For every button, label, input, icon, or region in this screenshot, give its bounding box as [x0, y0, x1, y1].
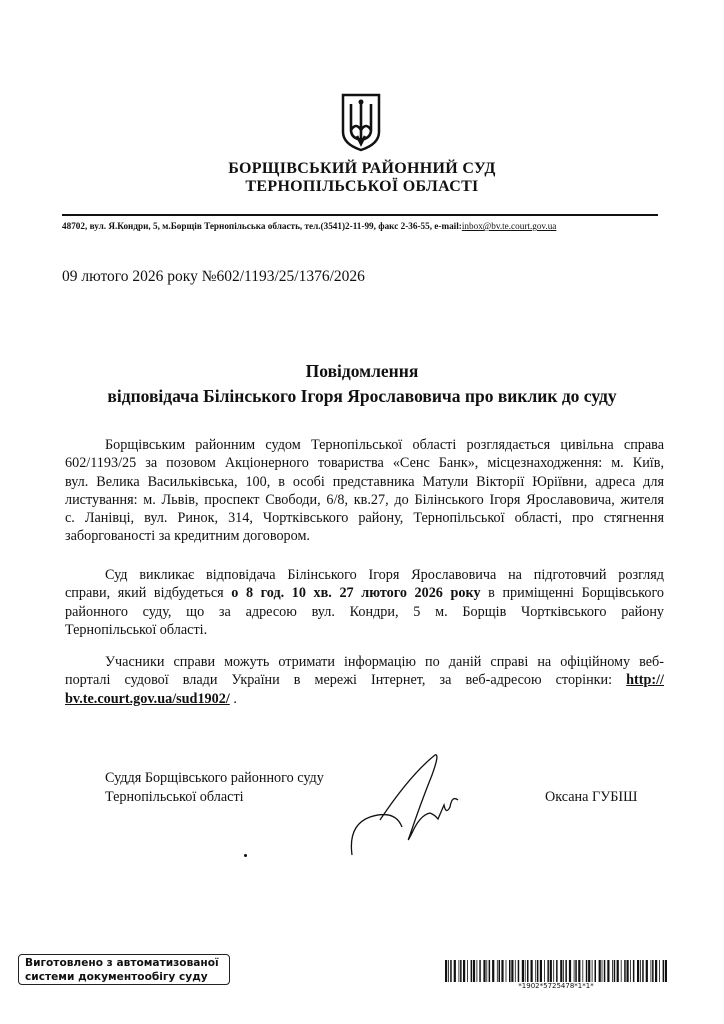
barcode-bar: [624, 960, 626, 982]
barcode-bar: [497, 960, 498, 982]
judge-name: Оксана ГУБІШ: [545, 789, 638, 805]
barcode-bar: [560, 960, 562, 982]
text-segment: с. Ланівці, вул. Ринок, 314, Чортківського району, Тернопільської області, про стягнення: [65, 510, 664, 527]
stamp-line2: системи документообігу суду: [25, 971, 208, 983]
barcode-bar: [621, 960, 622, 982]
barcode-bar: [569, 960, 571, 982]
paragraph-line: [65, 690, 664, 708]
judge-position: [105, 769, 324, 807]
barcode-bar: [659, 960, 660, 982]
text-segment: о 8 год. 10 хв. 27 лютого 2026 року: [231, 585, 481, 602]
barcode-bar: [651, 960, 652, 982]
barcode-bar: [565, 960, 567, 982]
barcode-bar: [454, 960, 456, 982]
barcode-bar: [473, 960, 475, 982]
paragraph-case-info: [65, 436, 664, 546]
barcode-bar: [617, 960, 619, 982]
barcode-bar: [515, 960, 516, 982]
text-segment: районного суду, що за адресою вул. Кондри, 5 м. Борщів Чортківського району: [65, 603, 664, 620]
barcode-bar: [642, 960, 644, 982]
document-subtitle: відповідача Білінського Ігоря Ярославовича про виклик до суду: [107, 386, 617, 406]
barcode-bar: [595, 960, 597, 982]
text-segment: заборгованості за кредитним договором.: [65, 528, 310, 545]
barcode-bar: [450, 960, 452, 982]
barcode-bar: [448, 960, 449, 982]
barcode-bar: [460, 960, 462, 982]
paragraph-line: [65, 603, 664, 621]
barcode-bar: [499, 960, 501, 982]
auto-docflow-stamp: [18, 954, 230, 985]
court-name-line2: ТЕРНОПІЛЬСЬКОЇ ОБЛАСТІ: [245, 178, 479, 195]
text-segment: листування: м. Львів, проспект Свободи, 6/8, кв.27, до Білінського Ігоря Ярославовича, жителя: [65, 491, 664, 508]
barcode-bar: [501, 960, 503, 982]
text-segment: порталі судової влади України в мережі Інтернет, за веб-адресою сторінки:: [65, 672, 627, 689]
barcode-bar: [599, 960, 601, 982]
barcode-bar: [586, 960, 588, 982]
barcode-bar: [630, 960, 631, 982]
text-segment: Тернопільської області.: [65, 621, 208, 638]
barcode-bar: [547, 960, 549, 982]
judge-position-line2: Тернопільської області: [105, 789, 244, 805]
stamp-line1: Виготовлено з автоматизованої: [25, 957, 219, 969]
barcode-bar: [652, 960, 654, 982]
text-segment: 602/1193/25 за позовом Акціонерного товариства «Сенс Банк», місцезнаходження: м. Київ,: [65, 455, 664, 472]
paragraph-line: [65, 653, 664, 671]
barcode-bar: [506, 960, 507, 982]
text-segment: вул. Велика Васильківська, 100, в особі представника Матули Вікторії Юріївни, адреса для: [65, 473, 664, 490]
paragraph-line: [65, 566, 664, 584]
barcode-bar: [663, 960, 665, 982]
barcode-bar: [550, 960, 552, 982]
barcode-bar: [531, 960, 533, 982]
paragraph-line: [65, 671, 664, 689]
barcode-bar: [509, 960, 511, 982]
barcode-bar: [612, 960, 613, 982]
text-segment: Учасники справи можуть отримати інформацію по даній справі на офіційному веб-: [105, 654, 664, 670]
email-link[interactable]: inbox@bv.te.court.gov.ua: [461, 221, 557, 231]
barcode-bar: [483, 960, 485, 982]
barcode: [445, 960, 667, 982]
barcode-bar: [553, 960, 554, 982]
court-address: [62, 221, 556, 231]
text-segment: в приміщенні Борщівського: [480, 585, 665, 602]
barcode-bar: [486, 960, 487, 982]
text-segment: .: [229, 690, 237, 707]
barcode-bar: [614, 960, 616, 982]
barcode-bar: [665, 960, 667, 982]
paragraph-line: [65, 491, 664, 509]
paragraph-summons: [65, 566, 664, 639]
barcode-bar: [489, 960, 491, 982]
barcode-bar: [544, 960, 545, 982]
barcode-bar: [574, 960, 575, 982]
barcode-number: *1902*5725478*1*1*: [518, 982, 594, 990]
barcode-bar: [582, 960, 583, 982]
barcode-bar: [463, 960, 465, 982]
court-name-line1: БОРЩІВСЬКИЙ РАЙОННИЙ СУД: [228, 160, 496, 177]
barcode-bar: [646, 960, 648, 982]
barcode-bar: [588, 960, 590, 982]
barcode-bar: [637, 960, 639, 982]
document-title: Повідомлення: [305, 361, 419, 381]
barcode-bar: [563, 960, 564, 982]
barcode-bar: [525, 960, 526, 982]
barcode-bar: [607, 960, 609, 982]
barcode-bar: [445, 960, 447, 982]
paragraph-line: [65, 454, 664, 472]
barcode-bar: [522, 960, 524, 982]
barcode-bar: [627, 960, 629, 982]
paragraph-line: [65, 509, 664, 527]
barcode-bar: [535, 960, 536, 982]
barcode-bar: [578, 960, 580, 982]
header-divider: [62, 214, 658, 216]
barcode-bar: [556, 960, 558, 982]
website-link[interactable]: http://: [626, 672, 664, 689]
paragraph-line: [65, 527, 664, 545]
text-segment: Борщівським районним судом Тернопільської області розглядається цивільна справа: [105, 437, 664, 453]
barcode-bar: [467, 960, 468, 982]
barcode-bar: [471, 960, 473, 982]
paragraph-info-link: [65, 653, 664, 708]
paragraph-line: [65, 436, 664, 454]
barcode-bar: [575, 960, 577, 982]
barcode-bar: [477, 960, 478, 982]
barcode-bar: [537, 960, 539, 982]
barcode-bar: [633, 960, 635, 982]
paragraph-line: [65, 621, 664, 639]
barcode-bar: [592, 960, 593, 982]
date-reference: 09 лютого 2026 року №602/1193/25/1376/2026: [62, 268, 365, 285]
barcode-bar: [518, 960, 520, 982]
barcode-bar: [655, 960, 657, 982]
website-link[interactable]: bv.te.court.gov.ua/sud1902/: [65, 690, 230, 707]
handwritten-signature: [340, 745, 480, 865]
barcode-bar: [602, 960, 603, 982]
barcode-bar: [604, 960, 606, 982]
barcode-bar: [492, 960, 494, 982]
dot-mark: [244, 854, 247, 857]
barcode-bar: [527, 960, 529, 982]
barcode-bar: [511, 960, 513, 982]
address-text: 48702, вул. Я.Кондри, 5, м.Борщів Тернопільська область, тел.(3541)2-11-99, факс 2-36-55, e-mail:: [62, 221, 462, 231]
coat-of-arms-trident-icon: [340, 92, 382, 152]
barcode-bar: [459, 960, 460, 982]
judge-position-line1: Суддя Борщівського районного суду: [105, 770, 324, 786]
barcode-bar: [479, 960, 481, 982]
paragraph-line: [65, 584, 664, 602]
paragraph-line: [65, 473, 664, 491]
barcode-bar: [540, 960, 542, 982]
text-segment: справи, який відбудеться: [65, 585, 232, 602]
text-segment: Суд викликає відповідача Білінського Ігоря Ярославовича на підготовчий розгляд: [105, 567, 664, 583]
barcode-bar: [640, 960, 641, 982]
